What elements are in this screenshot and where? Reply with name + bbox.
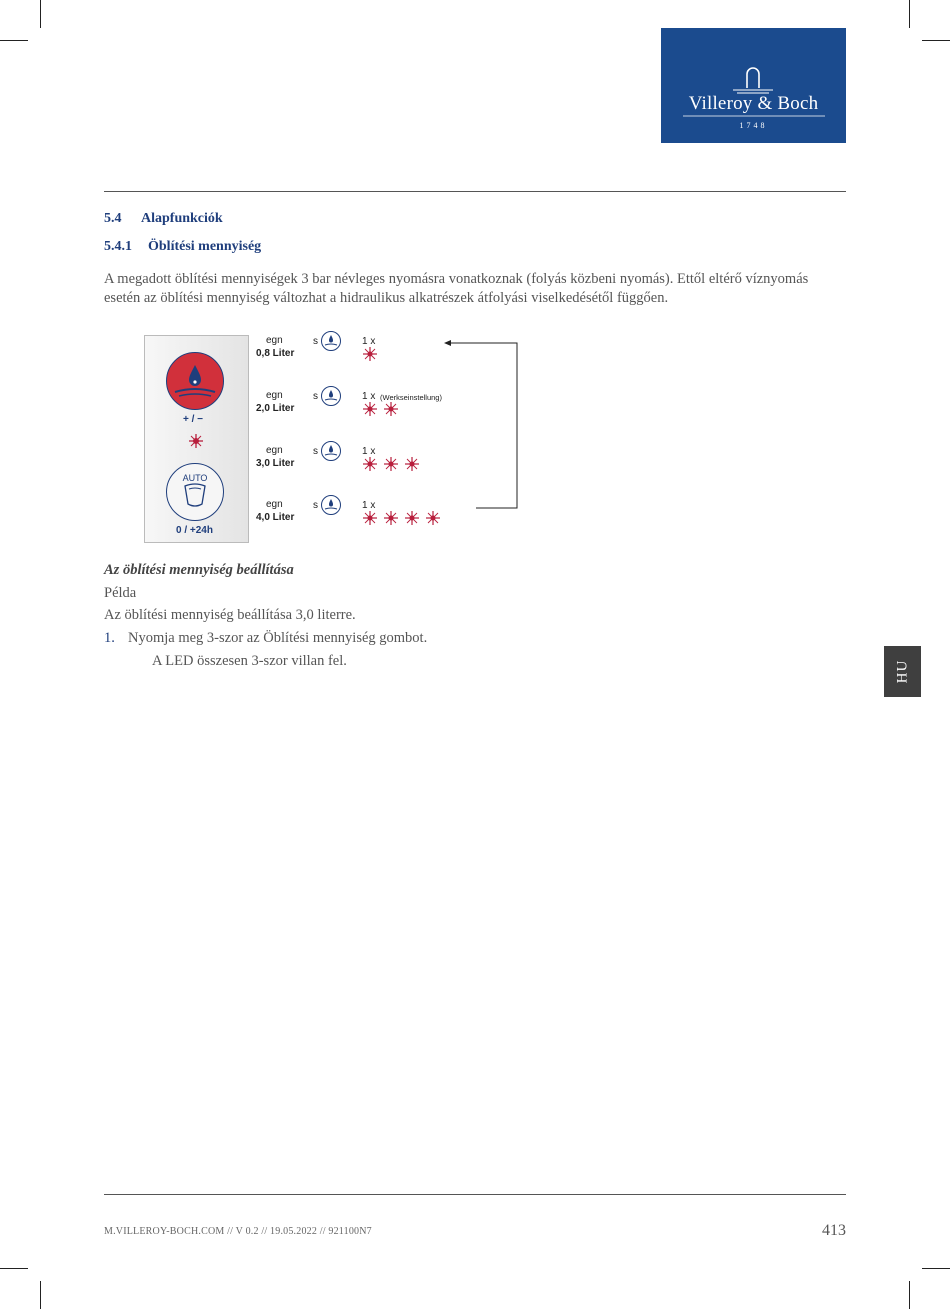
row-liters: 0,8 Liter — [256, 348, 295, 359]
row-egn-label: egn — [266, 335, 283, 346]
led-flash-icon — [405, 457, 419, 471]
step-number: 1. — [104, 630, 115, 646]
row-liters: 4,0 Liter — [256, 512, 295, 523]
row-egn-label: egn — [266, 390, 283, 401]
section-heading — [104, 211, 223, 227]
mini-flush-icon — [321, 495, 341, 515]
row-s-label: s — [313, 500, 318, 511]
row-s-label: s — [313, 336, 318, 347]
timer-label: 0 / +24h — [176, 525, 213, 536]
led-indicators — [360, 344, 460, 364]
language-tab — [884, 646, 921, 697]
row-liters: 3,0 Liter — [256, 458, 295, 469]
auto-label: AUTO — [182, 473, 208, 483]
footer-info: M.VILLEROY-BOCH.COM // V 0.2 // 19.05.2022 // 921100N7 — [104, 1226, 372, 1237]
led-flash-icon — [426, 511, 440, 525]
step-text: Nyomja meg 3-szor az Öblítési mennyiség gombot. — [128, 630, 428, 646]
brand-logo — [661, 28, 846, 143]
subsection-number: 5.4.1 — [104, 239, 132, 254]
led-flash-icon — [405, 511, 419, 525]
row-count: 1 x — [362, 391, 376, 402]
section-title: Alapfunkciók — [141, 211, 223, 226]
crop-mark — [0, 40, 28, 41]
led-flash-icon — [363, 347, 377, 361]
example-label: Példa — [104, 585, 137, 601]
water-drop-icon — [167, 353, 223, 409]
row-note: (Werkseinstellung) — [380, 393, 442, 402]
led-indicators — [360, 399, 460, 419]
auto-button — [166, 463, 224, 521]
step-result: A LED összesen 3-szor villan fel. — [152, 653, 347, 669]
procedure-title: Az öblítési mennyiség beállítása — [104, 562, 294, 578]
page-number: 413 — [822, 1222, 846, 1239]
language-tab-label: HU — [893, 659, 910, 684]
crop-mark — [922, 40, 950, 41]
led-indicators — [360, 508, 460, 528]
brand-name: Villeroy & Boch — [688, 93, 819, 114]
row-count: 1 x — [362, 336, 376, 347]
section-number: 5.4 — [104, 211, 122, 226]
example-text: Az öblítési mennyiség beállítása 3,0 literre. — [104, 607, 356, 623]
subsection-heading — [104, 239, 261, 255]
flush-volume-button — [166, 352, 224, 410]
subsection-title: Öblítési mennyiség — [148, 239, 262, 254]
mini-flush-icon — [321, 331, 341, 351]
plus-minus-label: + / − — [183, 414, 204, 425]
crop-mark — [0, 1268, 28, 1269]
header-rule — [104, 191, 846, 192]
led-flash-icon — [384, 511, 398, 525]
crop-mark — [40, 0, 41, 28]
intro-paragraph: A megadott öblítési mennyiségek 3 bar névleges nyomásra vonatkoznak (folyás közbeni nyomás). Ettől eltérő víznyomás esetén az öblítési mennyiség változhat a hidraulikus alkatrészek átfolyási viselkedésétől függően. — [104, 271, 809, 306]
row-s-label: s — [313, 391, 318, 402]
step-1 — [104, 630, 427, 647]
led-flash-icon — [363, 402, 377, 416]
led-flash-icon — [363, 457, 377, 471]
crop-mark — [909, 1281, 910, 1309]
row-egn-label: egn — [266, 499, 283, 510]
footer-rule — [104, 1194, 846, 1195]
crop-mark — [40, 1281, 41, 1309]
led-flash-icon — [384, 457, 398, 471]
row-count: 1 x — [362, 446, 376, 457]
row-liters: 2,0 Liter — [256, 403, 295, 414]
led-flash-icon — [363, 511, 377, 525]
led-flash-icon — [384, 402, 398, 416]
crop-mark — [909, 0, 910, 28]
row-count: 1 x — [362, 500, 376, 511]
row-s-label: s — [313, 446, 318, 457]
crop-mark — [922, 1268, 950, 1269]
led-indicators — [360, 454, 460, 474]
mini-flush-icon — [321, 386, 341, 406]
brand-year: 1748 — [739, 121, 768, 130]
mini-flush-icon — [321, 441, 341, 461]
row-egn-label: egn — [266, 445, 283, 456]
